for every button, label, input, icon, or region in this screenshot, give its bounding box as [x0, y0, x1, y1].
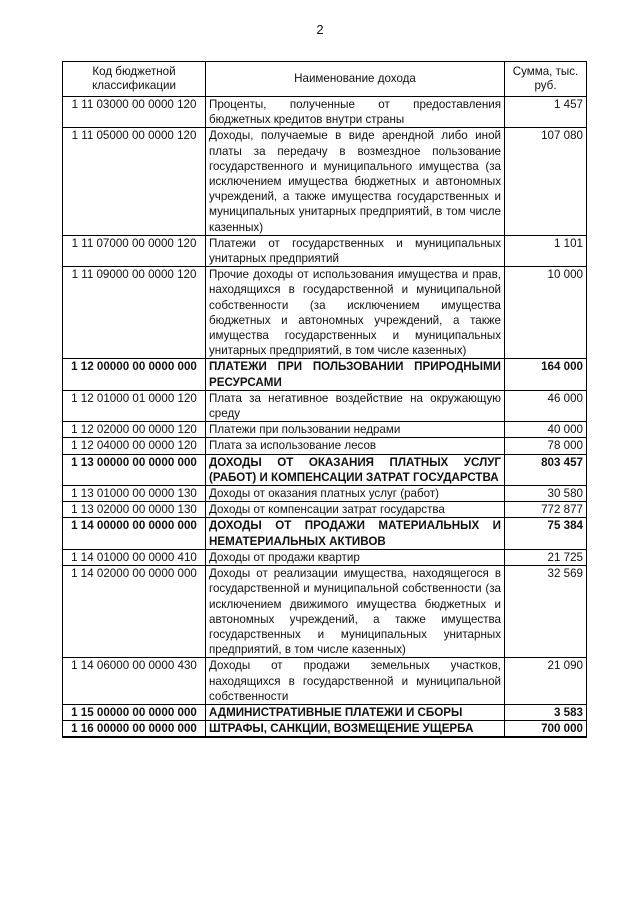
table-row	[63, 518, 587, 549]
table-header-row	[63, 62, 587, 97]
row-sum-cell: 700 000	[505, 721, 587, 738]
row-code-cell: 1 14 06000 00 0000 430	[63, 658, 206, 705]
header-code: Код бюджетной классификации	[63, 62, 206, 97]
row-name-cell: Платежи при пользовании недрами	[206, 422, 505, 438]
row-sum-cell: 803 457	[505, 454, 587, 485]
row-name-cell: Проценты, полученные от предоставления бюджетных кредитов внутри страны	[206, 97, 505, 128]
table-row	[63, 502, 587, 518]
row-name-cell: Доходы, получаемые в виде арендной либо иной платы за передачу в возмездное пользование государственного и муниципального имущества (за исключением имущества бюджетных и автономных учреждений, а также имущества государственных и муниципальных унитарных предприятий, в том числе казенных)	[206, 128, 505, 235]
table-row	[63, 486, 587, 502]
row-name-cell: ДОХОДЫ ОТ ПРОДАЖИ МАТЕРИАЛЬНЫХ И НЕМАТЕРИАЛЬНЫХ АКТИВОВ	[206, 518, 505, 549]
row-sum-cell: 46 000	[505, 390, 587, 421]
row-code-cell: 1 16 00000 00 0000 000	[63, 721, 206, 738]
table-row	[63, 128, 587, 235]
table-row	[63, 658, 587, 705]
row-code-cell: 1 11 07000 00 0000 120	[63, 235, 206, 266]
row-name-cell: Платежи от государственных и муниципальных унитарных предприятий	[206, 235, 505, 266]
row-sum-cell: 40 000	[505, 422, 587, 438]
row-name-cell: Прочие доходы от использования имущества и прав, находящихся в государственной и муниципальной собственности (за исключением имущества бюджетных и автономных учреждений, а также имущества государственных и муниципальных унитарных предприятий, в том числе казенных)	[206, 267, 505, 359]
row-code-cell: 1 11 05000 00 0000 120	[63, 128, 206, 235]
row-name-cell: Доходы от компенсации затрат государства	[206, 502, 505, 518]
row-code-cell: 1 12 01000 01 0000 120	[63, 390, 206, 421]
table-row	[63, 704, 587, 720]
row-sum-cell: 21 090	[505, 658, 587, 705]
row-name-cell: ШТРАФЫ, САНКЦИИ, ВОЗМЕЩЕНИЕ УЩЕРБА	[206, 721, 505, 738]
row-sum-cell: 164 000	[505, 359, 587, 390]
row-name-cell: Плата за негативное воздействие на окружающую среду	[206, 390, 505, 421]
row-sum-cell: 3 583	[505, 704, 587, 720]
row-code-cell: 1 11 09000 00 0000 120	[63, 267, 206, 359]
row-code-cell: 1 13 02000 00 0000 130	[63, 502, 206, 518]
row-code-cell: 1 12 02000 00 0000 120	[63, 422, 206, 438]
header-sum: Сумма, тыс. руб.	[505, 62, 587, 97]
table-row	[63, 267, 587, 359]
row-code-cell: 1 14 01000 00 0000 410	[63, 549, 206, 565]
row-name-cell: Доходы от продажи квартир	[206, 549, 505, 565]
row-name-cell: Доходы от продажи земельных участков, находящихся в государственной и муниципальной собственности	[206, 658, 505, 705]
header-name: Наименование дохода	[206, 62, 505, 97]
table-row	[63, 566, 587, 658]
row-sum-cell: 1 101	[505, 235, 587, 266]
row-name-cell: ДОХОДЫ ОТ ОКАЗАНИЯ ПЛАТНЫХ УСЛУГ (РАБОТ) И КОМПЕНСАЦИИ ЗАТРАТ ГОСУДАРСТВА	[206, 454, 505, 485]
table-row	[63, 422, 587, 438]
table-row	[63, 438, 587, 454]
table-row	[63, 97, 587, 128]
row-code-cell: 1 14 00000 00 0000 000	[63, 518, 206, 549]
row-name-cell: Плата за использование лесов	[206, 438, 505, 454]
row-code-cell: 1 12 04000 00 0000 120	[63, 438, 206, 454]
row-name-cell: ПЛАТЕЖИ ПРИ ПОЛЬЗОВАНИИ ПРИРОДНЫМИ РЕСУРСАМИ	[206, 359, 505, 390]
table-row	[63, 359, 587, 390]
table-row	[63, 454, 587, 485]
row-code-cell: 1 13 00000 00 0000 000	[63, 454, 206, 485]
row-sum-cell: 772 877	[505, 502, 587, 518]
row-sum-cell: 1 457	[505, 97, 587, 128]
row-sum-cell: 75 384	[505, 518, 587, 549]
row-name-cell: АДМИНИСТРАТИВНЫЕ ПЛАТЕЖИ И СБОРЫ	[206, 704, 505, 720]
row-name-cell: Доходы от реализации имущества, находящегося в государственной и муниципальной собственности (за исключением движимого имущества бюджетных и автономных учреждений, а также имущества государственных и муниципальных унитарных предприятий, в том числе казенных)	[206, 566, 505, 658]
row-code-cell: 1 11 03000 00 0000 120	[63, 97, 206, 128]
row-sum-cell: 21 725	[505, 549, 587, 565]
row-sum-cell: 107 080	[505, 128, 587, 235]
row-code-cell: 1 15 00000 00 0000 000	[63, 704, 206, 720]
page-number: 2	[316, 22, 324, 37]
row-code-cell: 1 12 00000 00 0000 000	[63, 359, 206, 390]
row-sum-cell: 10 000	[505, 267, 587, 359]
row-sum-cell: 30 580	[505, 486, 587, 502]
table-row	[63, 390, 587, 421]
revenue-table	[62, 61, 587, 738]
row-code-cell: 1 14 02000 00 0000 000	[63, 566, 206, 658]
row-name-cell: Доходы от оказания платных услуг (работ)	[206, 486, 505, 502]
row-sum-cell: 32 569	[505, 566, 587, 658]
table-row	[63, 549, 587, 565]
table-row	[63, 721, 587, 738]
row-sum-cell: 78 000	[505, 438, 587, 454]
table-row	[63, 235, 587, 266]
row-code-cell: 1 13 01000 00 0000 130	[63, 486, 206, 502]
